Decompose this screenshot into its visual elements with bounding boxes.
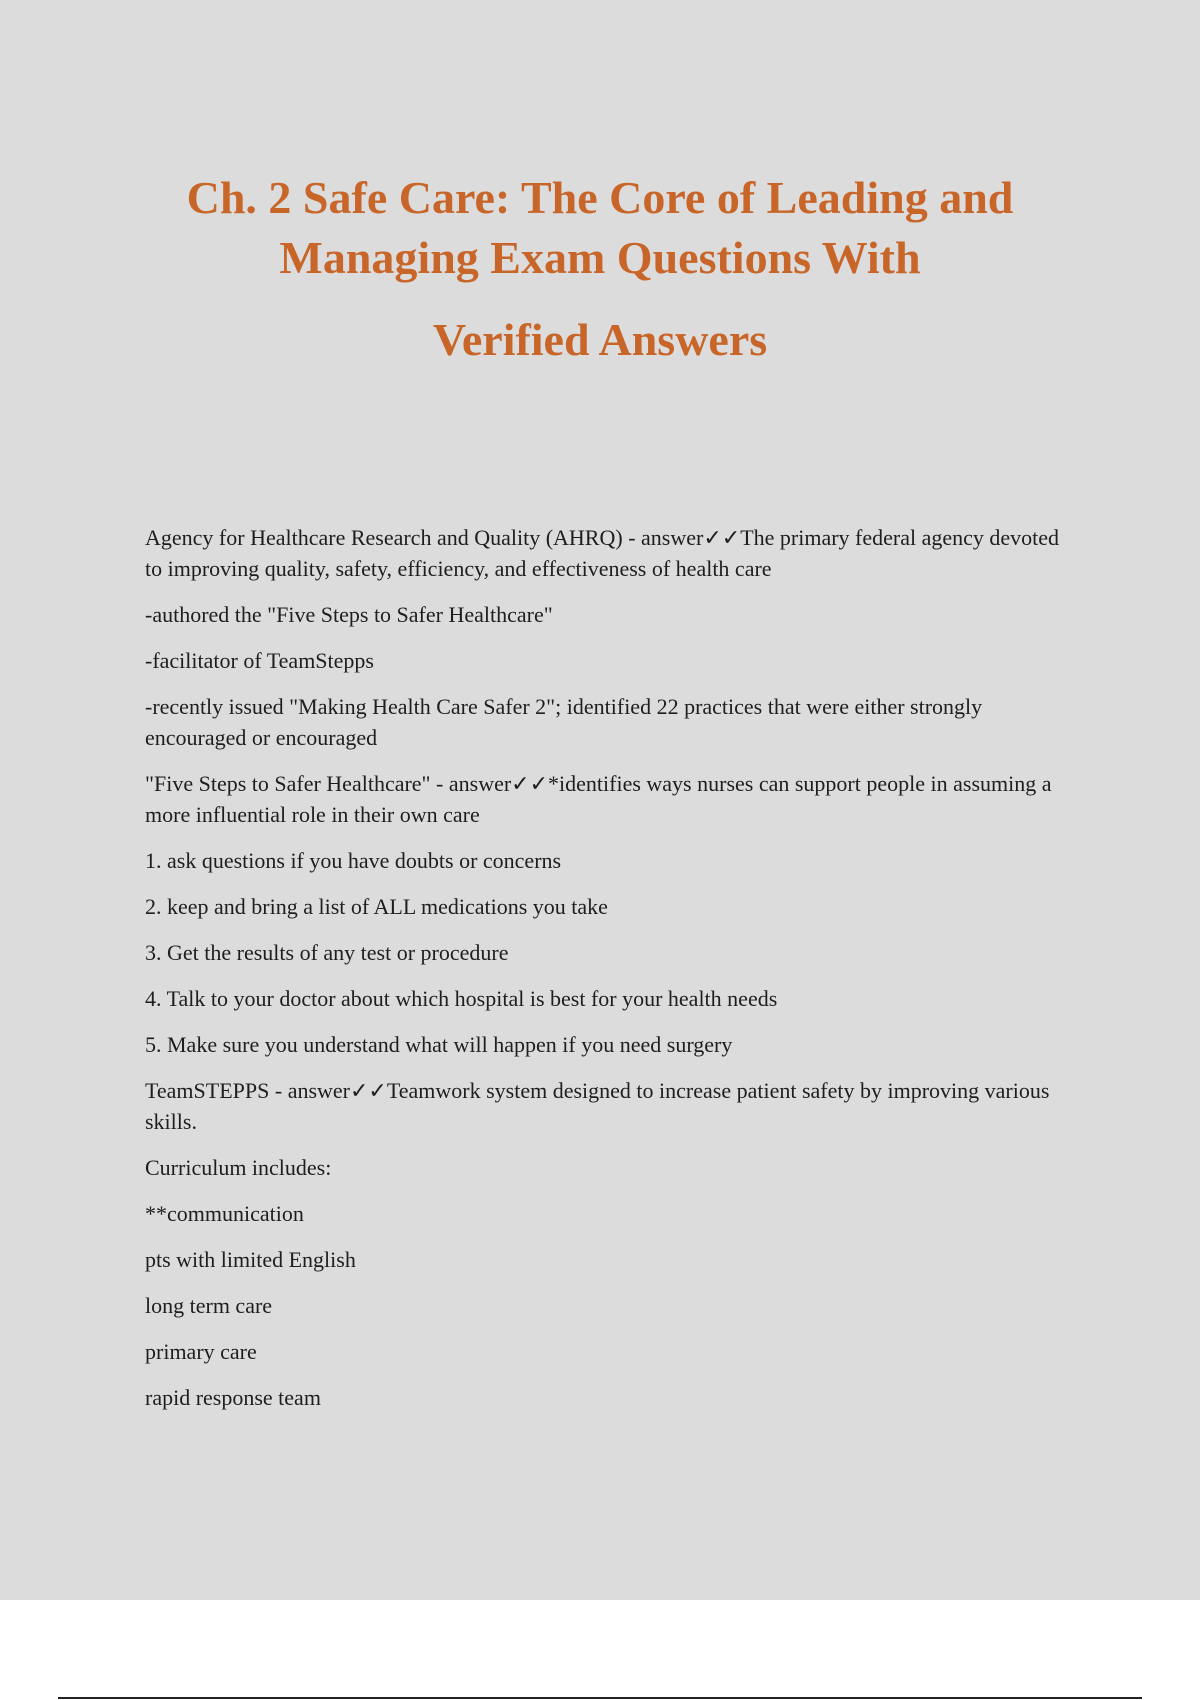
paragraph-ahrq-authored: -authored the "Five Steps to Safer Healthcare" [145, 602, 553, 627]
document-body [145, 522, 1070, 1428]
list-item-step-5: 5. Make sure you understand what will happen if you need surgery [145, 1032, 733, 1057]
list-item-communication: **communication [145, 1201, 304, 1226]
paragraph-ahrq-definition: Agency for Healthcare Research and Quality (AHRQ) - answer✓✓The primary federal agency devoted to improving quality, safety, efficiency, and effectiveness of health care [145, 525, 1060, 581]
title-line-2: Managing Exam Questions With [279, 232, 921, 283]
paragraph-ahrq-issued: -recently issued "Making Health Care Safer 2"; identified 22 practices that were either strongly encouraged or encouraged [145, 694, 983, 750]
paragraph-teamstepps-definition: TeamSTEPPS - answer✓✓Teamwork system designed to increase patient safety by improving various skills. [145, 1078, 1050, 1134]
list-item-limited-english: pts with limited English [145, 1247, 356, 1272]
list-item-step-4: 4. Talk to your doctor about which hospital is best for your health needs [145, 986, 778, 1011]
list-item-primary-care: primary care [145, 1339, 257, 1364]
list-item-step-3: 3. Get the results of any test or procedure [145, 940, 509, 965]
list-item-step-2: 2. keep and bring a list of ALL medications you take [145, 894, 608, 919]
list-item-rapid-response: rapid response team [145, 1385, 321, 1410]
paragraph-ahrq-facilitator: -facilitator of TeamStepps [145, 648, 374, 673]
title-line-3: Verified Answers [432, 314, 768, 365]
document-title [120, 168, 1080, 370]
list-item-step-1: 1. ask questions if you have doubts or concerns [145, 848, 562, 873]
list-item-long-term-care: long term care [145, 1293, 273, 1318]
title-line-1: Ch. 2 Safe Care: The Core of Leading and [186, 172, 1014, 223]
paragraph-curriculum-heading: Curriculum includes: [145, 1155, 332, 1180]
paragraph-five-steps-definition: "Five Steps to Safer Healthcare" - answer✓✓*identifies ways nurses can support people in assuming a more influential role in their own care [145, 771, 1052, 827]
footer-divider [58, 1697, 1142, 1699]
